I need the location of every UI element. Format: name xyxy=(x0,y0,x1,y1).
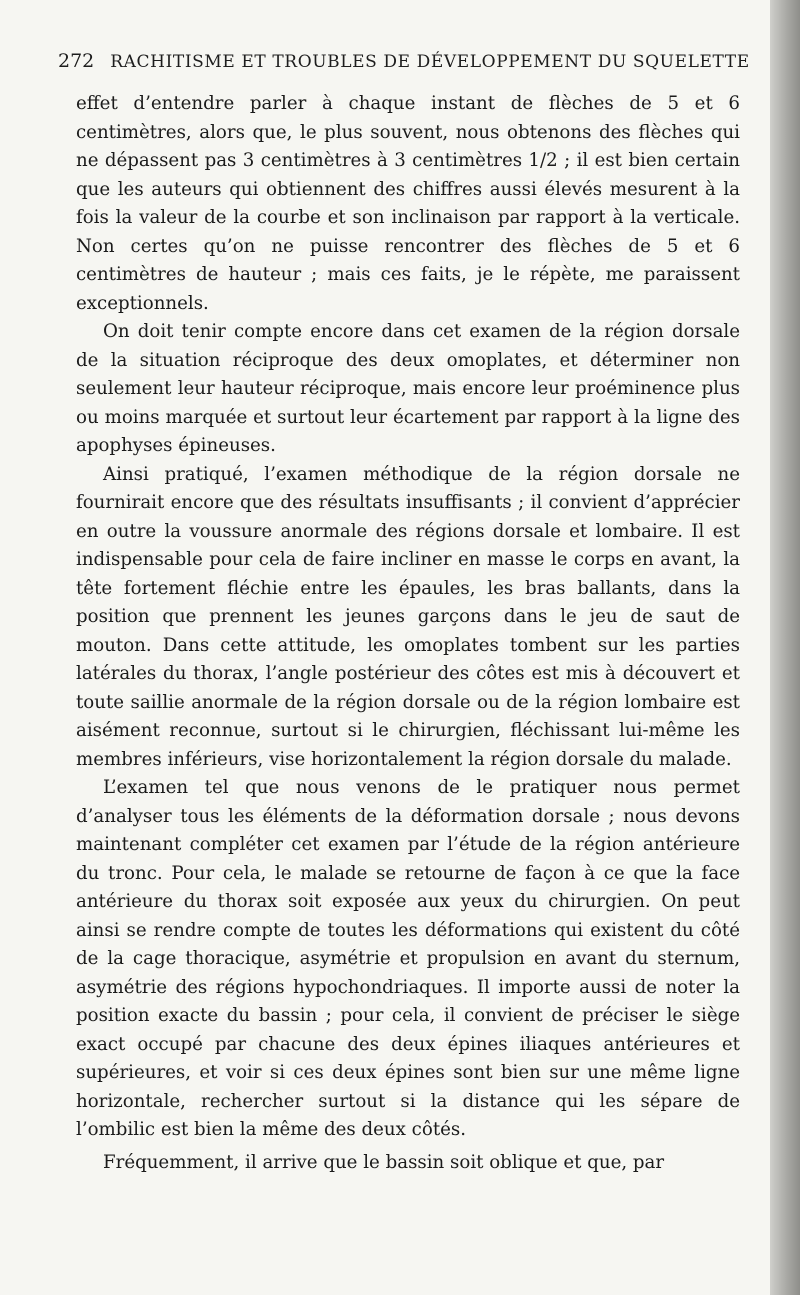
page-header xyxy=(58,50,750,72)
body-text xyxy=(76,90,740,1177)
paragraph-2: On doit tenir compte encore dans cet examen de la région dorsale de la situation réciproque des deux omoplates, et déterminer non seulement leur hauteur réciproque, mais encore leur proéminence plus ou moins marquée et surtout leur écartement par rapport à la ligne des apophyses épineuses. xyxy=(76,321,740,456)
page-number: 272 xyxy=(58,50,95,72)
running-title: RACHITISME ET TROUBLES DE DÉVELOPPEMENT DU SQUELETTE xyxy=(110,52,750,72)
paragraph-3: Ainsi pratiqué, l’examen méthodique de la région dorsale ne fournirait encore que des résultats insuffisants ; il convient d’apprécier en outre la voussure anormale des régions dorsale et lombaire. Il est indispensable pour cela de faire incliner en masse le corps en avant, la tête fortement fléchie entre les épaules, les bras ballants, dans la position que prennent les jeunes garçons dans le jeu de saut de mouton. Dans cette attitude, les omoplates tombent sur les parties latérales du thorax, l’angle postérieur des côtes est mis à découvert et toute saillie anormale de la région dorsale ou de la région lombaire est aisément reconnue, surtout si le chirurgien, fléchissant lui-même les membres inférieurs, vise horizontalement la région dorsale du malade. xyxy=(76,463,740,770)
paragraph-5: Fréquemment, il arrive que le bassin soit oblique et que, par xyxy=(103,1151,665,1173)
paragraph-4: L’examen tel que nous venons de le pratiquer nous permet d’analyser tous les éléments de la déformation dorsale ; nous devons maintenant compléter cet examen par l’étude de la région antérieure du tronc. Pour cela, le malade se retourne de façon à ce que la face antérieure du thorax soit exposée aux yeux du chirurgien. On peut ainsi se rendre compte de toutes les déformations qui existent du côté de la cage thoracique, asymétrie et propulsion en avant du sternum, asymétrie des régions hypochondriaques. Il importe aussi de noter la position exacte du bassin ; pour cela, il convient de préciser le siège exact occupé par chacune des deux épines iliaques antérieures et supérieures, et voir si ces deux épines sont bien sur une même ligne horizontale, rechercher surtout si la distance qui les sépare de l’ombilic est bien la même des deux côtés. xyxy=(76,777,740,1140)
page-edge-shadow xyxy=(770,0,800,1295)
paragraph-1: effet d’entendre parler à chaque instant de flèches de 5 et 6 centimètres, alors que, le plus souvent, nous obtenons des flèches qui ne dépassent pas 3 centimètres à 3 centimètres 1/2 ; il est bien certain que les auteurs qui obtiennent des chiffres aussi élevés mesurent à la fois la valeur de la courbe et son inclinaison par rapport à la verticale. Non certes qu’on ne puisse rencontrer des flèches de 5 et 6 centimètres de hauteur ; mais ces faits, je le répète, me paraissent exceptionnels. xyxy=(76,93,740,314)
